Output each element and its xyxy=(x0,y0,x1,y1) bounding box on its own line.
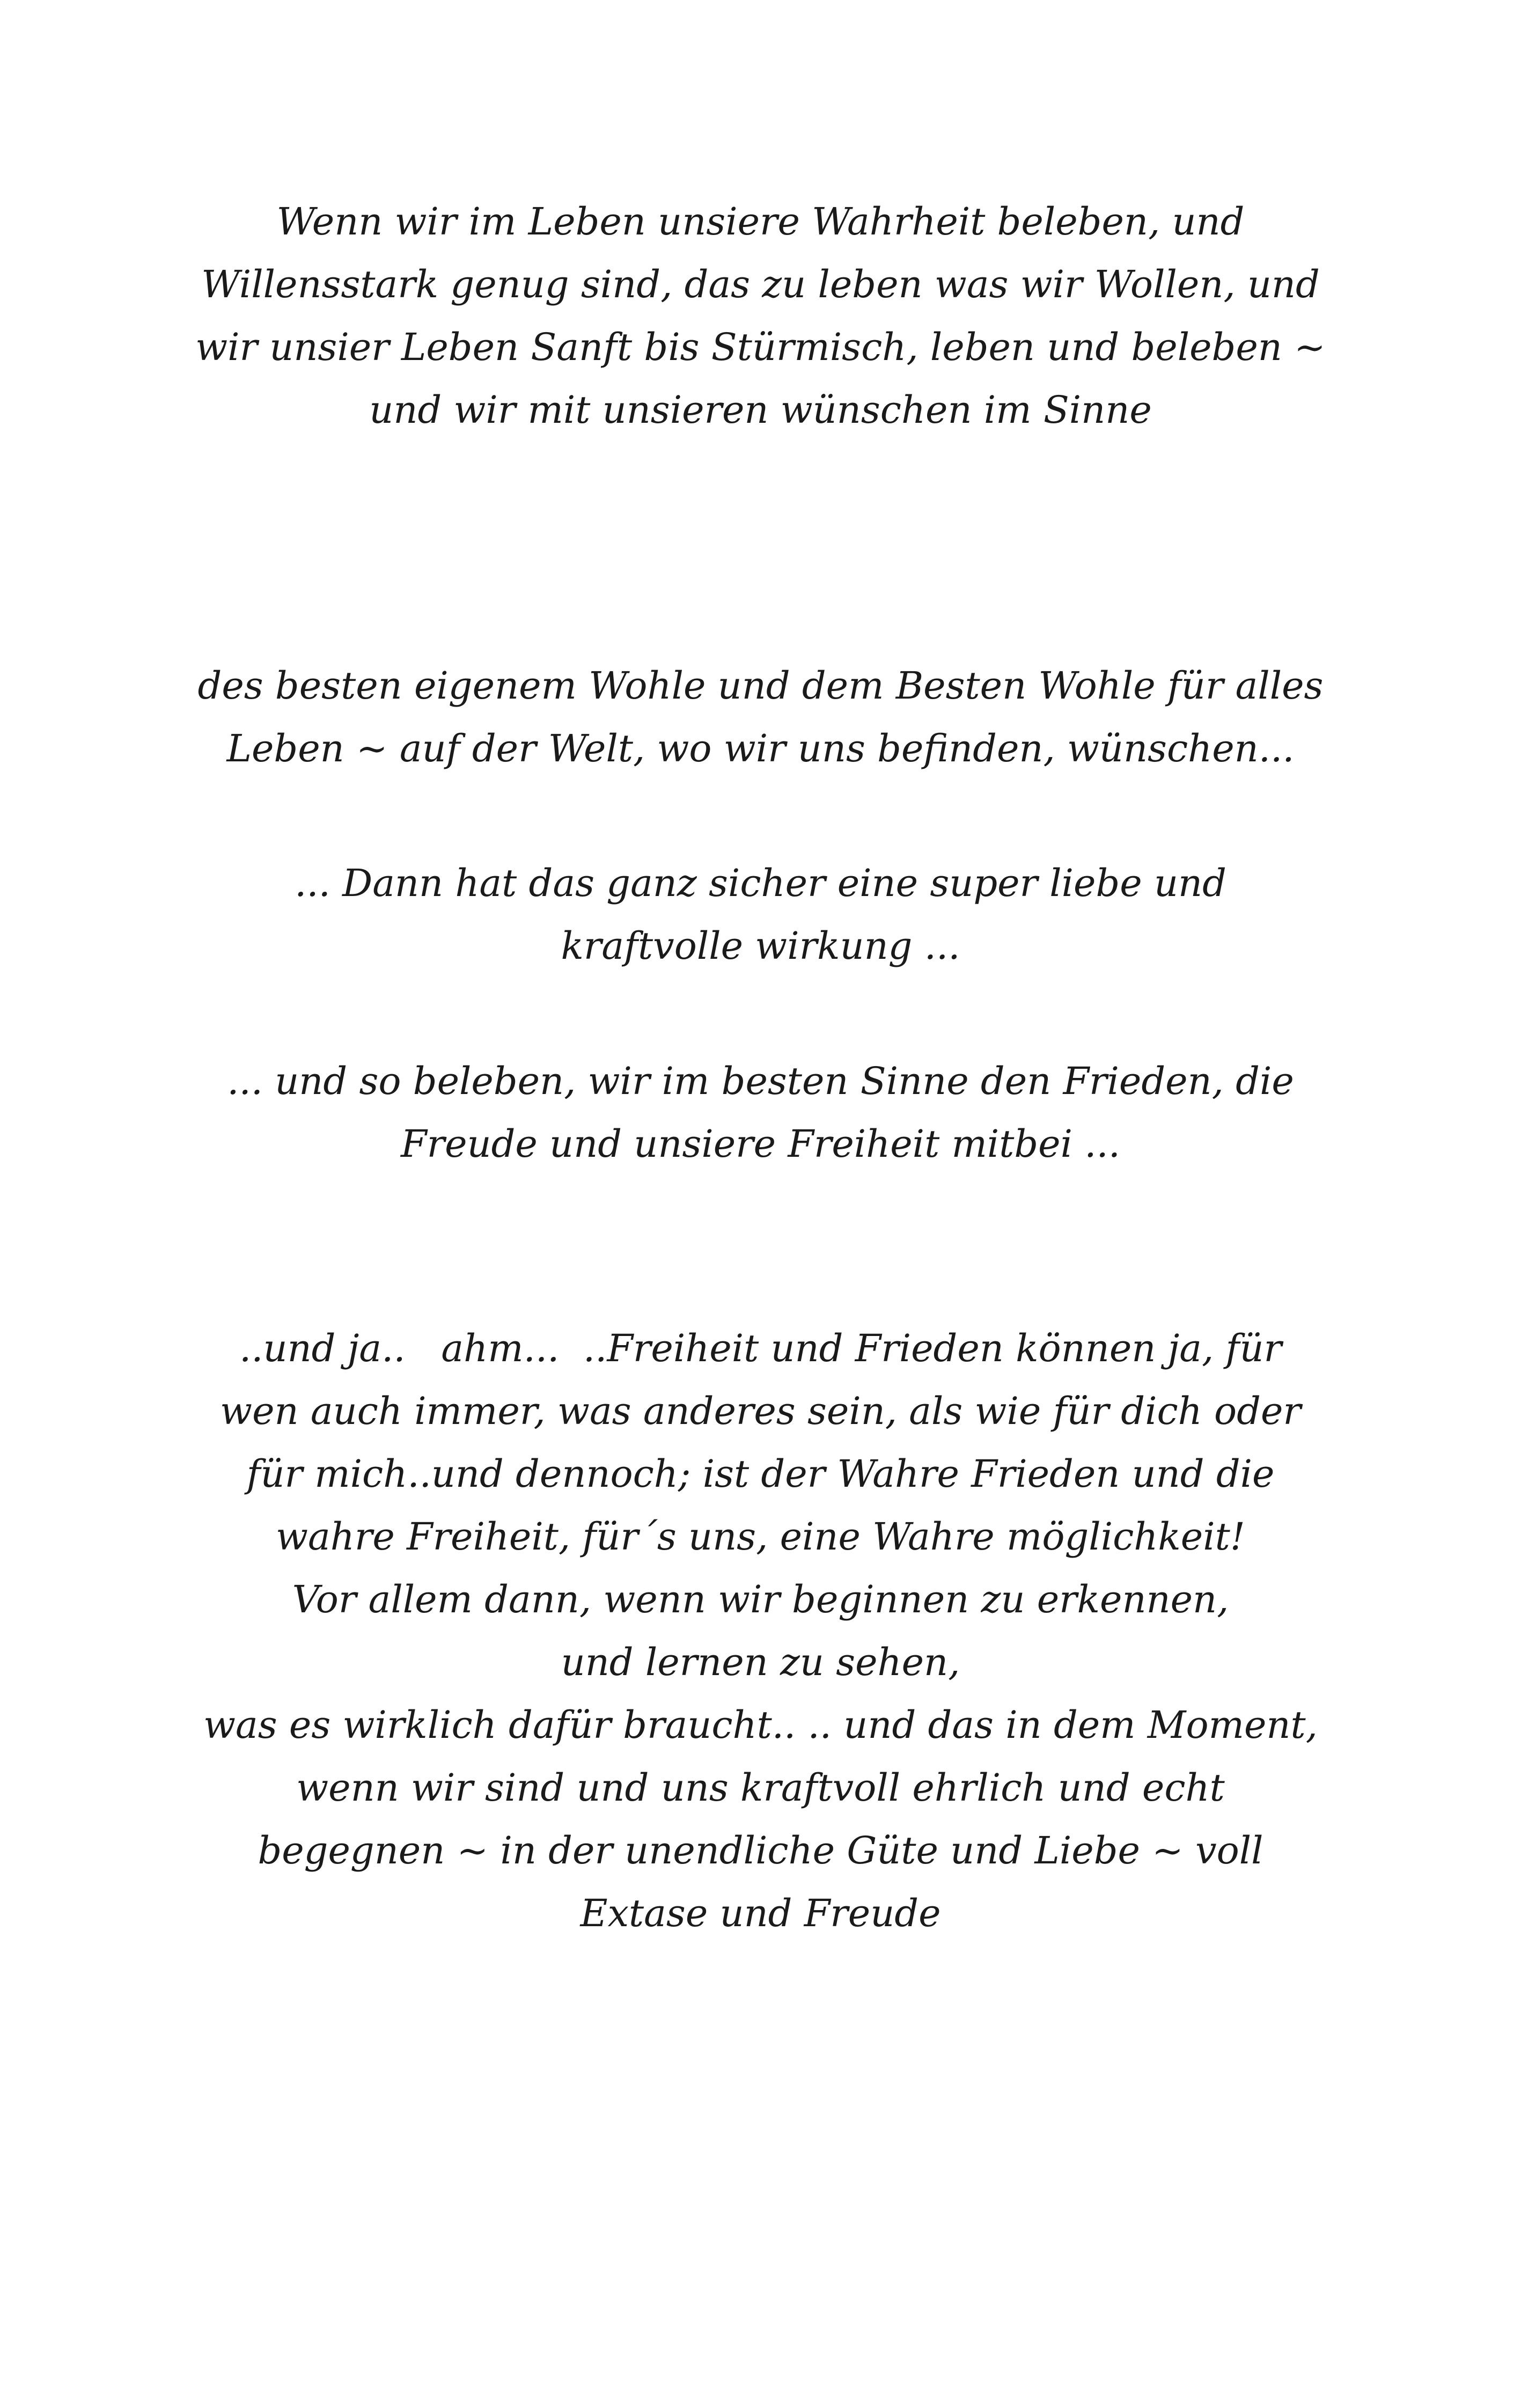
text-line: begegnen ~ in der unendliche Güte und Liebe ~ voll xyxy=(258,1829,1263,1873)
text-line: Wenn wir im Leben unsiere Wahrheit beleben, und xyxy=(276,200,1245,244)
text-line: wir unsier Leben Sanft bis Stürmisch, leben und beleben ~ xyxy=(195,325,1326,369)
text-line: wen auch immer, was anderes sein, als wie für dich oder xyxy=(220,1389,1301,1433)
stanza-5 xyxy=(0,1317,1521,1945)
text-line: ... und so beleben, wir im besten Sinne den Frieden, die xyxy=(227,1059,1294,1103)
stanza-3 xyxy=(0,852,1521,978)
text-line: für mich..und dennoch; ist der Wahre Frieden und die xyxy=(246,1452,1275,1496)
text-line: ... Dann hat das ganz sicher eine super liebe und xyxy=(295,861,1226,905)
stanza-4 xyxy=(0,1050,1521,1176)
text-line: Vor allem dann, wenn wir beginnen zu erkennen, xyxy=(292,1577,1229,1621)
stanza-2 xyxy=(0,655,1521,780)
text-line: und lernen zu sehen, xyxy=(561,1640,960,1684)
text-line: Leben ~ auf der Welt, wo wir uns befinden, wünschen... xyxy=(226,726,1295,770)
text-line: wenn wir sind und uns kraftvoll ehrlich und echt xyxy=(296,1766,1225,1810)
text-line: Freude und unsiere Freiheit mitbei ... xyxy=(401,1122,1120,1166)
text-line: ..und ja.. ahm... ..Freiheit und Frieden können ja, für xyxy=(239,1326,1282,1370)
text-line: und wir mit unsieren wünschen im Sinne xyxy=(369,388,1152,432)
stanza-1 xyxy=(0,190,1521,442)
text-line: Extase und Freude xyxy=(580,1891,941,1935)
text-line: wahre Freiheit, für´s uns, eine Wahre möglichkeit! xyxy=(276,1515,1245,1559)
text-line: Willensstark genug sind, das zu leben was wir Wollen, und xyxy=(201,262,1320,306)
text-line: des besten eigenem Wohle und dem Besten Wohle für alles xyxy=(197,664,1324,708)
text-line: was es wirklich dafür braucht.. .. und das in dem Moment, xyxy=(203,1703,1318,1747)
text-line: kraftvolle wirkung ... xyxy=(561,924,960,968)
